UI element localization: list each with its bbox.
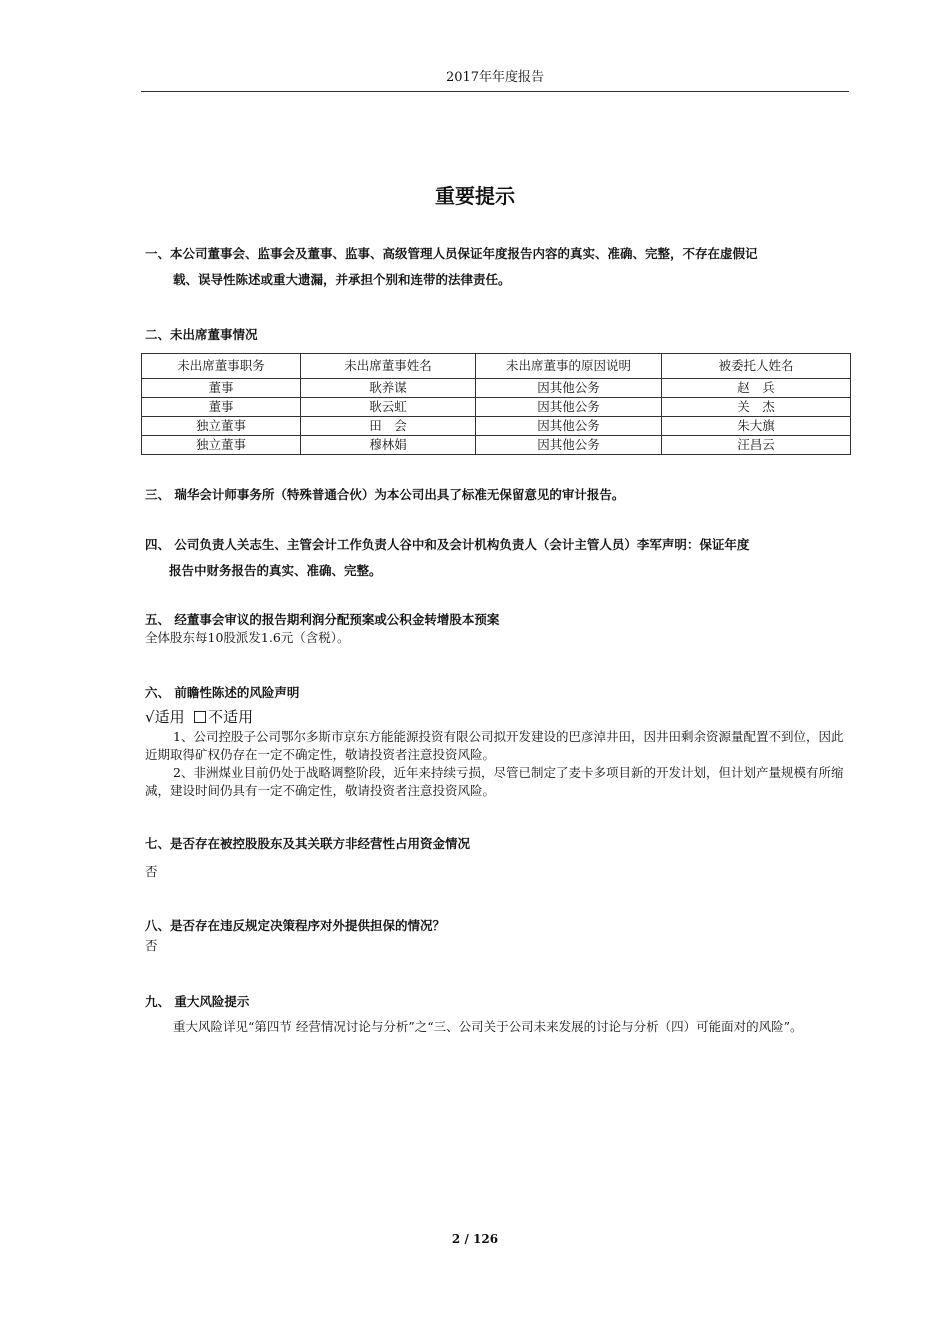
section-4-line1: 四、 公司负责人关志生、主管会计工作负责人谷中和及会计机构负责人（会计主管人员）李军声明：保证年度 — [145, 537, 750, 552]
section-7-heading: 七、是否存在被控股股东及其关联方非经营性占用资金情况 — [145, 836, 471, 851]
section-2-heading: 二、未出席董事情况 — [145, 327, 258, 342]
page-header: 2017年年度报告 — [141, 66, 849, 92]
table-cell: 赵 兵 — [662, 379, 851, 398]
table-cell: 耿云虹 — [301, 398, 476, 417]
section-5-text: 全体股东每10股派发1.6元（含税）。 — [145, 630, 350, 645]
table-cell: 因其他公务 — [476, 417, 662, 436]
absent-directors-table — [141, 353, 851, 455]
section-5-heading: 五、 经董事会审议的报告期利润分配预案或公积金转增股本预案 — [145, 612, 500, 627]
page-number: 2 / 126 — [451, 1232, 499, 1246]
table-header-cell: 未出席董事的原因说明 — [476, 354, 662, 379]
table-header-cell: 被委托人姓名 — [662, 354, 851, 379]
applicability-options — [145, 706, 850, 728]
table-row — [142, 417, 851, 436]
section-8 — [145, 913, 850, 955]
section-4 — [145, 532, 850, 584]
section-1-line1: 一、本公司董事会、监事会及董事、监事、高级管理人员保证年度报告内容的真实、准确、完整，不存在虚假记 — [145, 246, 758, 261]
table-row — [142, 398, 851, 417]
risk-paragraph-2: 2、非洲煤业目前仍处于战略调整阶段，近年来持续亏损，尽管已制定了麦卡多项目新的开发计划，但计划产量规模有所缩减，建设时间仍具有一定不确定性，敬请投资者注意投资风险。 — [145, 765, 844, 798]
section-6 — [145, 680, 850, 800]
section-5 — [145, 607, 850, 647]
table-cell: 田 会 — [301, 417, 476, 436]
table-header-row — [142, 354, 851, 379]
section-9-heading: 九、 重大风险提示 — [145, 994, 250, 1009]
risk-paragraph-1: 1、公司控股子公司鄂尔多斯市京东方能能源投资有限公司拟开发建设的巴彦淖井田，因井田剩余资源量配置不到位，因此近期取得矿权仍存在一定不确定性，敬请投资者注意投资风险。 — [145, 729, 844, 762]
check-icon: √ — [145, 708, 155, 726]
section-1-line2: 载、误导性陈述或重大遗漏，并承担个别和连带的法律责任。 — [173, 272, 511, 287]
section-7-answer: 否 — [145, 864, 158, 879]
page-title: 重要提示 — [435, 184, 515, 208]
table-cell: 因其他公务 — [476, 436, 662, 455]
section-8-answer: 否 — [145, 938, 158, 953]
table-cell: 汪昌云 — [662, 436, 851, 455]
table-row — [142, 436, 851, 455]
section-3: 三、 瑞华会计师事务所（特殊普通合伙）为本公司出具了标准无保留意见的审计报告。 — [145, 487, 625, 502]
not-applicable-label: 不适用 — [208, 708, 254, 726]
section-7 — [145, 831, 850, 881]
table-cell: 朱大旗 — [662, 417, 851, 436]
table-header-cell: 未出席董事职务 — [142, 354, 301, 379]
table-cell: 董事 — [142, 398, 301, 417]
table-cell: 穆林娟 — [301, 436, 476, 455]
table-cell: 关 杰 — [662, 398, 851, 417]
table-cell: 因其他公务 — [476, 379, 662, 398]
section-9-text: 重大风险详见“第四节 经营情况讨论与分析”之“三、公司关于公司未来发展的讨论与分析（四）可能面对的风险”。 — [173, 1019, 803, 1034]
table-cell: 董事 — [142, 379, 301, 398]
section-6-heading: 六、 前瞻性陈述的风险声明 — [145, 685, 300, 700]
section-8-heading: 八、是否存在违反规定决策程序对外提供担保的情况？ — [145, 918, 446, 933]
section-4-line2: 报告中财务报告的真实、准确、完整。 — [169, 563, 382, 578]
applicable-label: 适用 — [154, 708, 185, 726]
table-cell: 耿养谋 — [301, 379, 476, 398]
section-9 — [145, 989, 850, 1039]
table-cell: 独立董事 — [142, 417, 301, 436]
table-row — [142, 379, 851, 398]
table-cell: 因其他公务 — [476, 398, 662, 417]
table-cell: 独立董事 — [142, 436, 301, 455]
checkbox-icon — [194, 711, 206, 723]
section-1 — [145, 241, 850, 293]
table-header-cell: 未出席董事姓名 — [301, 354, 476, 379]
